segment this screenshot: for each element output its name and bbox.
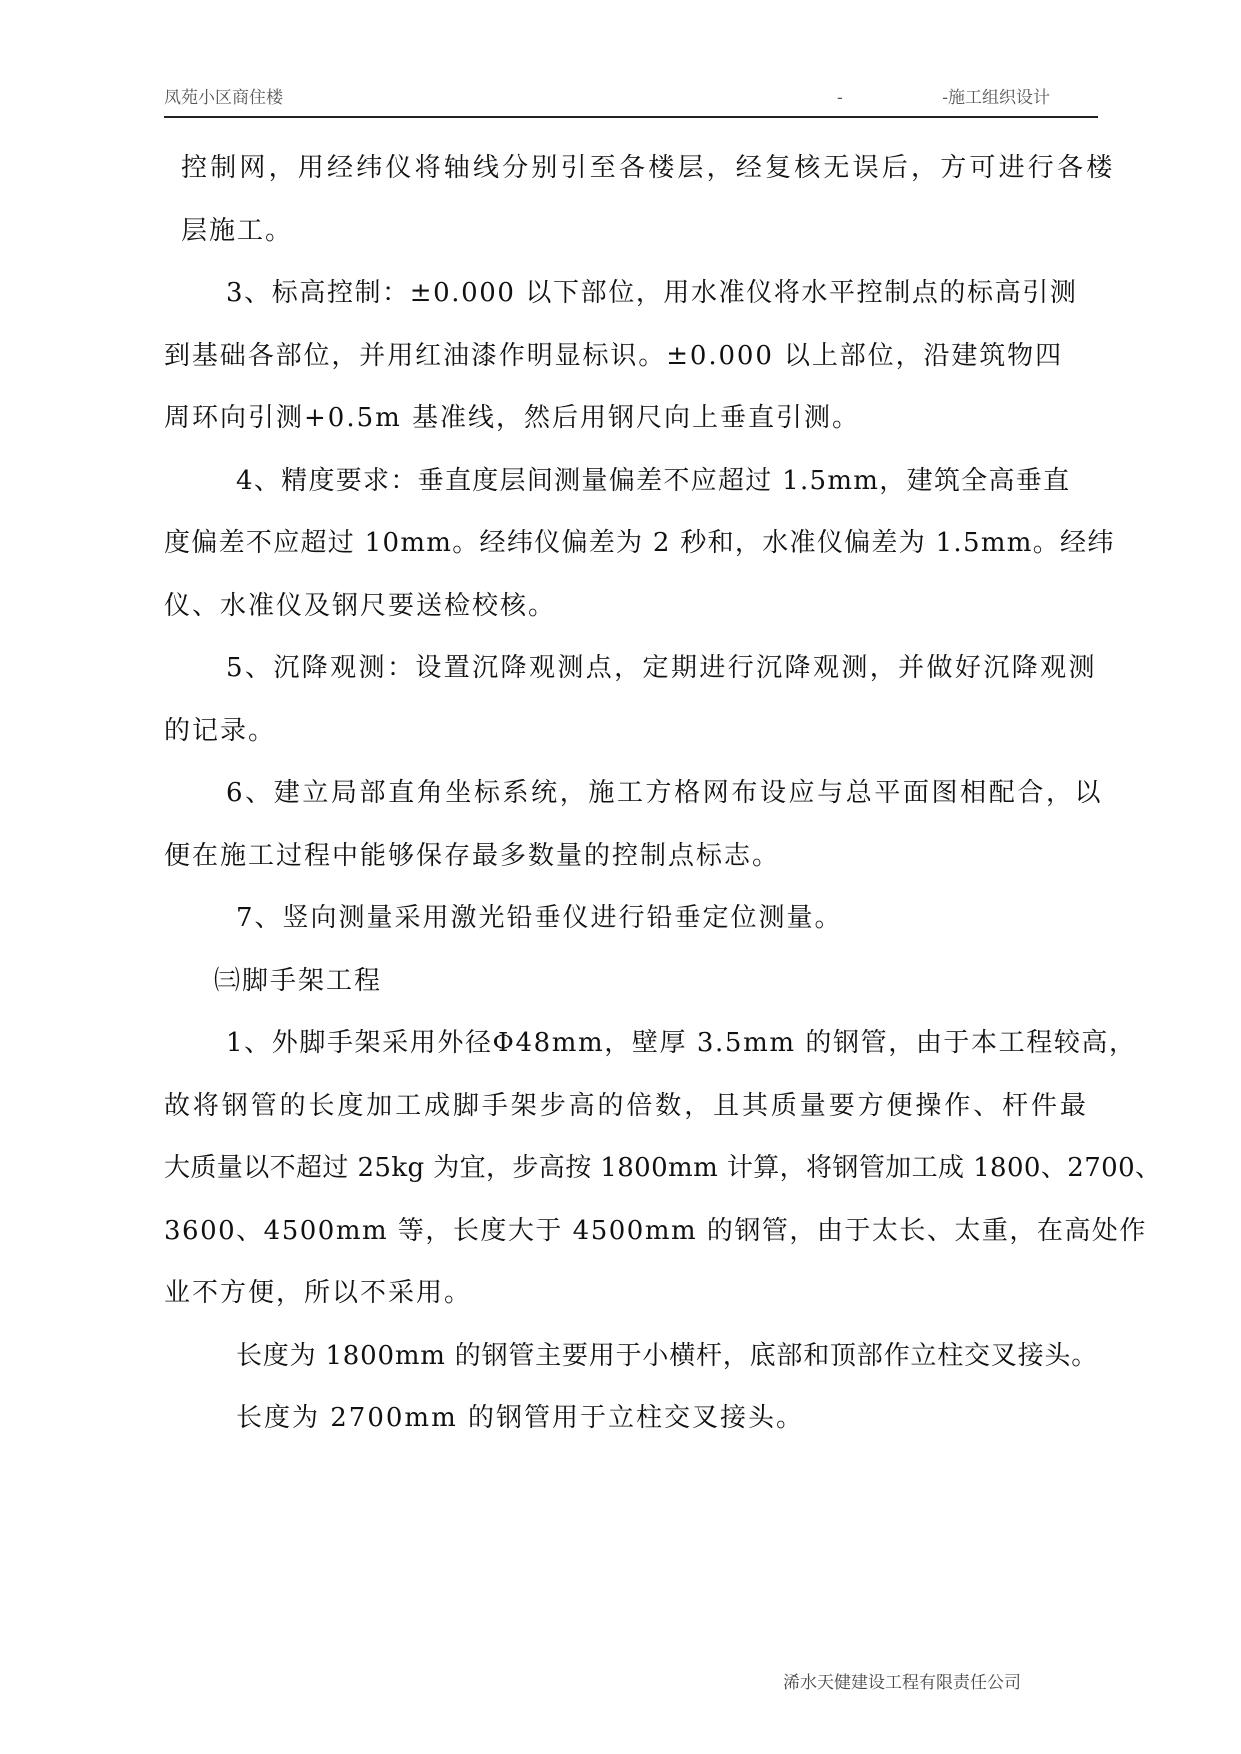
body-line: 大质量以不超过 25kg 为宜，步高按 1800mm 计算，将钢管加工成 1800、2700、	[164, 1153, 1162, 1183]
body-line: 6、建立局部直角坐标系统，施工方格网布设应与总平面图相配合，以	[226, 778, 1104, 808]
body-line: 3、标高控制：±0.000 以下部位，用水准仪将水平控制点的标高引测	[226, 278, 1078, 308]
header-separator: -	[837, 88, 843, 108]
body-line: 度偏差不应超过 10mm。经纬仪偏差为 2 秒和，水准仪偏差为 1.5mm。经纬	[164, 528, 1115, 558]
body-line: 长度为 1800mm 的钢管主要用于小横杆，底部和顶部作立柱交叉接头。	[236, 1341, 1099, 1371]
header-project-name: 凤苑小区商住楼	[164, 88, 283, 108]
body-line: 故将钢管的长度加工成脚手架步高的倍数，且其质量要方便操作、杆件最	[164, 1091, 1089, 1121]
header-document-type: -施工组织设计	[942, 88, 1050, 108]
body-line: 周环向引测+0.5m 基准线，然后用钢尺向上垂直引测。	[164, 403, 861, 433]
body-line: 长度为 2700mm 的钢管用于立柱交叉接头。	[236, 1403, 805, 1433]
body-line: 到基础各部位，并用红油漆作明显标识。±0.000 以上部位，沿建筑物四	[164, 341, 1063, 371]
body-line: 仪、水准仪及钢尺要送检校核。	[164, 591, 557, 621]
body-line: 7、竖向测量采用激光铅垂仪进行铅垂定位测量。	[236, 903, 843, 933]
page-footer-company: 浠水天健建设工程有限责任公司	[783, 1673, 1021, 1693]
body-line: 业不方便，所以不采用。	[164, 1278, 473, 1308]
body-line: 层施工。	[181, 216, 294, 246]
body-line: 的记录。	[164, 716, 277, 746]
body-line: 控制网，用经纬仪将轴线分别引至各楼层，经复核无误后，方可进行各楼	[181, 153, 1116, 183]
page-header	[164, 86, 1098, 118]
body-line: 4、精度要求：垂直度层间测量偏差不应超过 1.5mm，建筑全高垂直	[236, 466, 1071, 496]
body-line: 3600、4500mm 等，长度大于 4500mm 的钢管，由于太长、太重，在高处作	[164, 1216, 1147, 1246]
body-line: 1、外脚手架采用外径Φ48mm，壁厚 3.5mm 的钢管，由于本工程较高，	[226, 1028, 1137, 1058]
section-heading: ㈢脚手架工程	[214, 966, 383, 996]
body-line: 5、沉降观测：设置沉降观测点，定期进行沉降观测，并做好沉降观测	[226, 653, 1097, 683]
body-line: 便在施工过程中能够保存最多数量的控制点标志。	[164, 841, 781, 871]
